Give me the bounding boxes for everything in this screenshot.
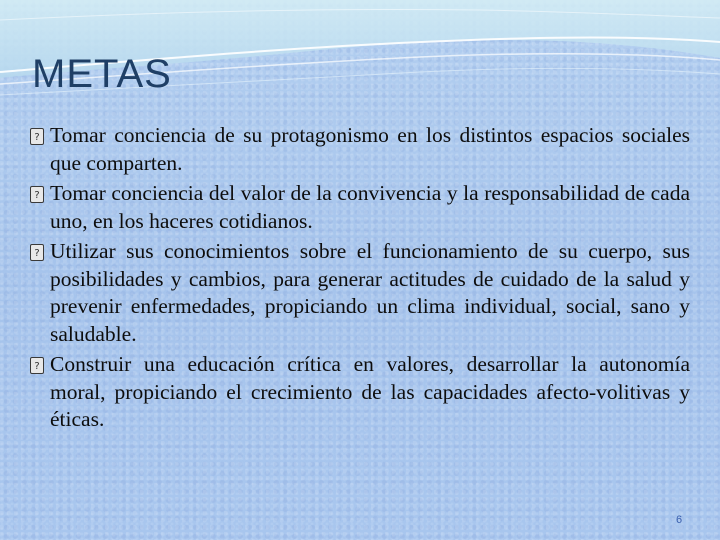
bullet-item xyxy=(30,122,690,177)
missing-glyph-bullet-icon: ? xyxy=(30,128,44,145)
bullet-text: Tomar conciencia del valor de la convivencia y la responsabilidad de cada uno, en los haceres cotidianos. xyxy=(50,181,690,233)
missing-glyph-bullet-icon: ? xyxy=(30,244,44,261)
missing-glyph-bullet-icon: ? xyxy=(30,357,44,374)
bullet-list xyxy=(30,122,690,437)
bullet-text: Utilizar sus conocimientos sobre el funcionamiento de su cuerpo, sus posibilidades y cambios, para generar actitudes de cuidado de la salud y prevenir enfermedades, propiciando un clima individual, social, sano y saludable. xyxy=(50,239,690,346)
page-number: 6 xyxy=(676,514,683,526)
bullet-item xyxy=(30,238,690,348)
bullet-item xyxy=(30,180,690,235)
slide-title: METAS xyxy=(32,52,172,96)
missing-glyph-bullet-icon: ? xyxy=(30,186,44,203)
bullet-item xyxy=(30,351,690,434)
bullet-text: Tomar conciencia de su protagonismo en los distintos espacios sociales que comparten. xyxy=(50,123,690,175)
bullet-text: Construir una educación crítica en valores, desarrollar la autonomía moral, propiciando el crecimiento de las capacidades afecto-volitivas y éticas. xyxy=(50,352,690,431)
